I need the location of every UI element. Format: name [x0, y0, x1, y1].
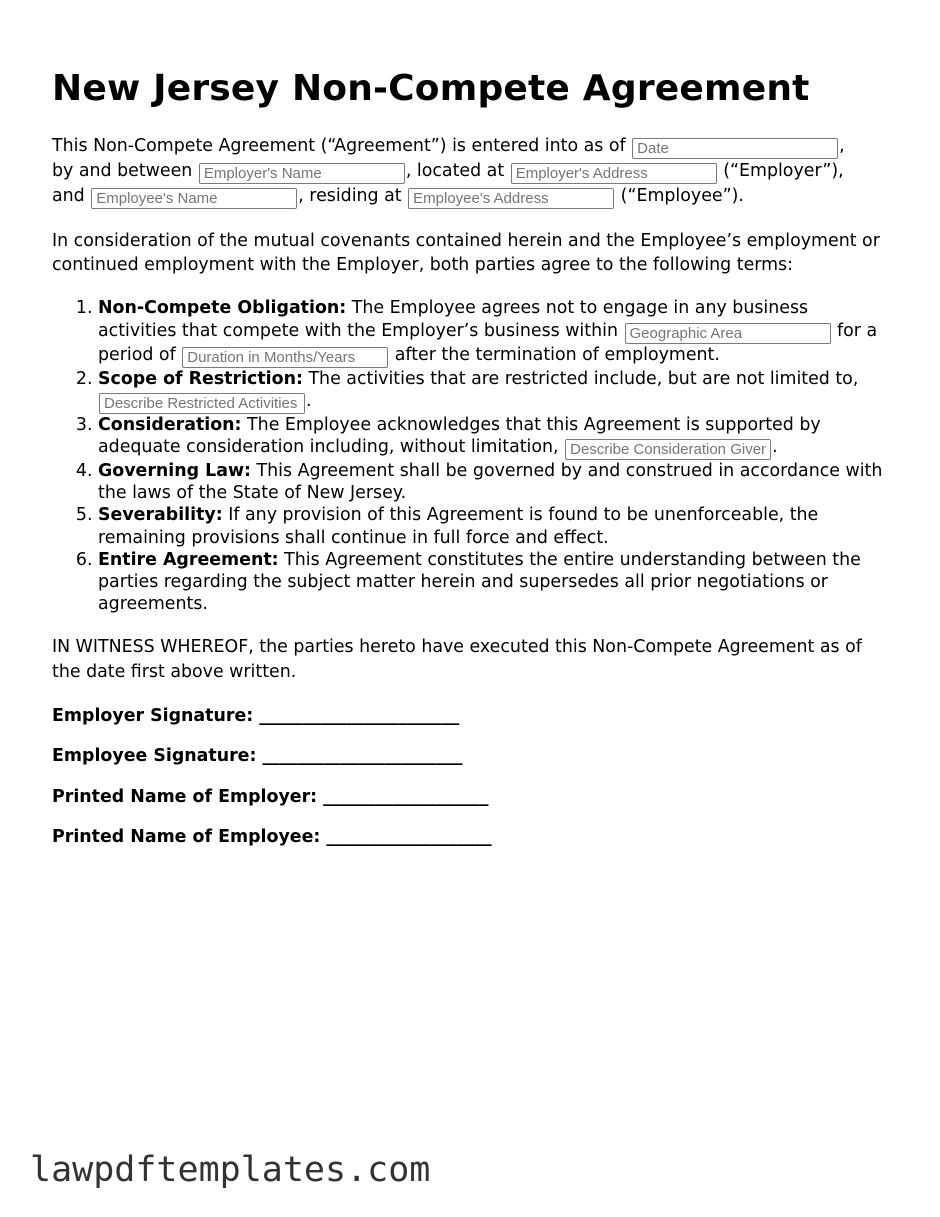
page-title: New Jersey Non-Compete Agreement [52, 68, 810, 109]
employee-signature-line: Employee Signature: _______________________ [52, 746, 463, 767]
restricted-activities-field[interactable] [99, 393, 305, 414]
term-heading: Scope of Restriction: [98, 368, 303, 389]
intro-text: and [52, 186, 85, 206]
footer-watermark: lawpdftemplates.com [30, 1150, 431, 1190]
term-text: This Agreement constitutes the entire understanding between the parties regarding the subject matter herein and supersedes all prior negotiations or agreements. [98, 549, 861, 615]
intro-text: , [839, 136, 845, 156]
term-heading: Severability: [98, 505, 223, 526]
term-item [98, 504, 892, 548]
term-item [98, 297, 892, 367]
intro-text: by and between [52, 161, 193, 181]
term-text: . [772, 437, 778, 458]
employee-printed-name-line: Printed Name of Employee: ___________________ [52, 827, 492, 848]
term-item [98, 414, 892, 460]
term-text: for a period of [98, 320, 878, 365]
term-text: The Employee agrees not to engage in any business activities that compete with the Employer’s business within [98, 298, 809, 341]
intro-text: , located at [405, 161, 505, 181]
term-item [98, 549, 892, 616]
document-page [52, 64, 892, 866]
term-item [98, 368, 892, 414]
term-heading: Consideration: [98, 414, 242, 435]
intro-text: (“Employee”). [620, 186, 744, 206]
term-text: The activities that are restricted include, but are not limited to, [308, 368, 859, 389]
employer-address-field[interactable] [511, 163, 717, 184]
employee-name-field[interactable] [91, 188, 297, 209]
witness-paragraph: IN WITNESS WHEREOF, the parties hereto have executed this Non-Compete Agreement as of the date first above written. [52, 637, 862, 682]
geographic-area-field[interactable] [625, 323, 831, 344]
employer-printed-name-line: Printed Name of Employer: ___________________ [52, 786, 489, 807]
intro-paragraph [52, 134, 892, 209]
term-heading: Governing Law: [98, 461, 251, 482]
term-text: after the termination of employment. [394, 344, 720, 365]
intro-text: (“Employer”), [723, 161, 844, 181]
intro-text: This Non-Compete Agreement (“Agreement”) is entered into as of [52, 136, 626, 156]
terms-list [52, 297, 892, 615]
term-item [98, 460, 892, 504]
employer-name-field[interactable] [199, 163, 405, 184]
employer-signature-line: Employer Signature: _______________________ [52, 705, 460, 726]
term-heading: Entire Agreement: [98, 549, 279, 570]
term-text: This Agreement shall be governed by and construed in accordance with the laws of the State of New Jersey. [98, 461, 883, 504]
term-heading: Non-Compete Obligation: [98, 298, 347, 319]
consideration-paragraph: In consideration of the mutual covenants contained herein and the Employee’s employment or continued employment with the Employer, both parties agree to the following terms: [52, 231, 880, 276]
intro-text: , residing at [298, 186, 402, 206]
term-text: . [306, 390, 312, 411]
employee-address-field[interactable] [408, 188, 614, 209]
duration-field[interactable] [182, 347, 388, 368]
term-text: The Employee acknowledges that this Agreement is supported by adequate consideration including, without limitation, [98, 414, 821, 458]
term-text: If any provision of this Agreement is found to be unenforceable, the remaining provisions shall continue in full force and effect. [98, 505, 819, 548]
date-field[interactable] [632, 138, 838, 159]
consideration-field[interactable] [565, 439, 771, 460]
